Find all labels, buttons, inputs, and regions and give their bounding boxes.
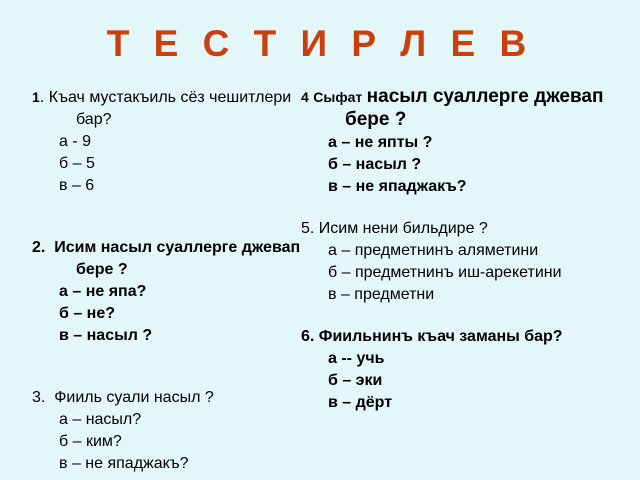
question-4-text: насыл суаллерге джевап бере ? bbox=[345, 86, 604, 130]
question-5-options bbox=[301, 240, 631, 306]
question-2-option-c[interactable]: в – насыл ? bbox=[59, 327, 153, 344]
question-6-text: Фиильнинъ къач заманы бар? bbox=[318, 328, 563, 345]
question-3-option-b[interactable]: б – ким? bbox=[59, 433, 122, 450]
question-1-option-c[interactable]: в – 6 bbox=[59, 177, 95, 194]
left-column bbox=[32, 86, 315, 475]
question-4-option-a[interactable]: а – не япты ? bbox=[328, 134, 433, 151]
question-1-option-b[interactable]: б – 5 bbox=[59, 155, 95, 172]
question-1-text: . Къач мустакъиль сёз чешитлери бар? bbox=[39, 89, 292, 128]
question-2-stem bbox=[32, 237, 312, 281]
question-2-text: Исим насыл суаллерге джевап бере ? bbox=[54, 239, 301, 278]
question-3-number: 3. bbox=[32, 389, 46, 406]
question-1-options bbox=[32, 131, 312, 197]
question-3-options bbox=[32, 409, 312, 475]
question-1-number: 1 bbox=[32, 89, 40, 105]
question-4 bbox=[301, 86, 631, 198]
question-2-number: 2. bbox=[32, 239, 46, 256]
question-1-option-a[interactable]: а - 9 bbox=[59, 133, 92, 150]
question-3-option-c[interactable]: в – не япаджакъ? bbox=[59, 455, 189, 472]
question-5-option-c[interactable]: в – предметни bbox=[328, 286, 435, 303]
question-3-text: Фииль суали насыл ? bbox=[54, 389, 214, 406]
question-5-stem bbox=[301, 218, 631, 240]
question-1 bbox=[32, 86, 312, 197]
question-1-stem bbox=[32, 86, 312, 131]
question-4-number: 4 bbox=[301, 89, 309, 105]
question-6-stem bbox=[301, 326, 631, 348]
question-3-stem bbox=[32, 387, 312, 409]
question-2-option-a[interactable]: а – не япа? bbox=[59, 283, 147, 300]
right-column bbox=[301, 86, 631, 414]
question-4-option-b[interactable]: б – насыл ? bbox=[328, 156, 422, 173]
question-6-option-b[interactable]: б – эки bbox=[328, 372, 383, 389]
question-5-text: Исим нени бильдире ? bbox=[318, 220, 488, 237]
question-5-option-b[interactable]: б – предметнинъ иш-арекетини bbox=[328, 264, 562, 281]
question-6 bbox=[301, 326, 631, 414]
question-4-option-c[interactable]: в – не япаджакъ? bbox=[328, 178, 467, 195]
question-3-option-a[interactable]: а – насыл? bbox=[59, 411, 142, 428]
question-5 bbox=[301, 218, 631, 306]
question-6-option-a[interactable]: а -- учь bbox=[328, 350, 385, 367]
question-5-option-a[interactable]: а – предметнинъ аляметини bbox=[328, 242, 539, 259]
question-4-label: Сыфат bbox=[313, 89, 363, 105]
question-4-stem bbox=[301, 86, 631, 132]
question-2 bbox=[32, 237, 315, 347]
question-6-option-c[interactable]: в – дёрт bbox=[328, 394, 393, 411]
question-2-option-b[interactable]: б – не? bbox=[59, 305, 116, 322]
question-5-number: 5. bbox=[301, 220, 315, 237]
page-title: Т Е С Т И Р Л Е В bbox=[106, 23, 534, 64]
question-4-options bbox=[301, 132, 631, 198]
question-6-number: 6. bbox=[301, 328, 315, 345]
question-2-options bbox=[32, 281, 315, 347]
question-6-options bbox=[301, 348, 631, 414]
question-3 bbox=[32, 387, 312, 475]
